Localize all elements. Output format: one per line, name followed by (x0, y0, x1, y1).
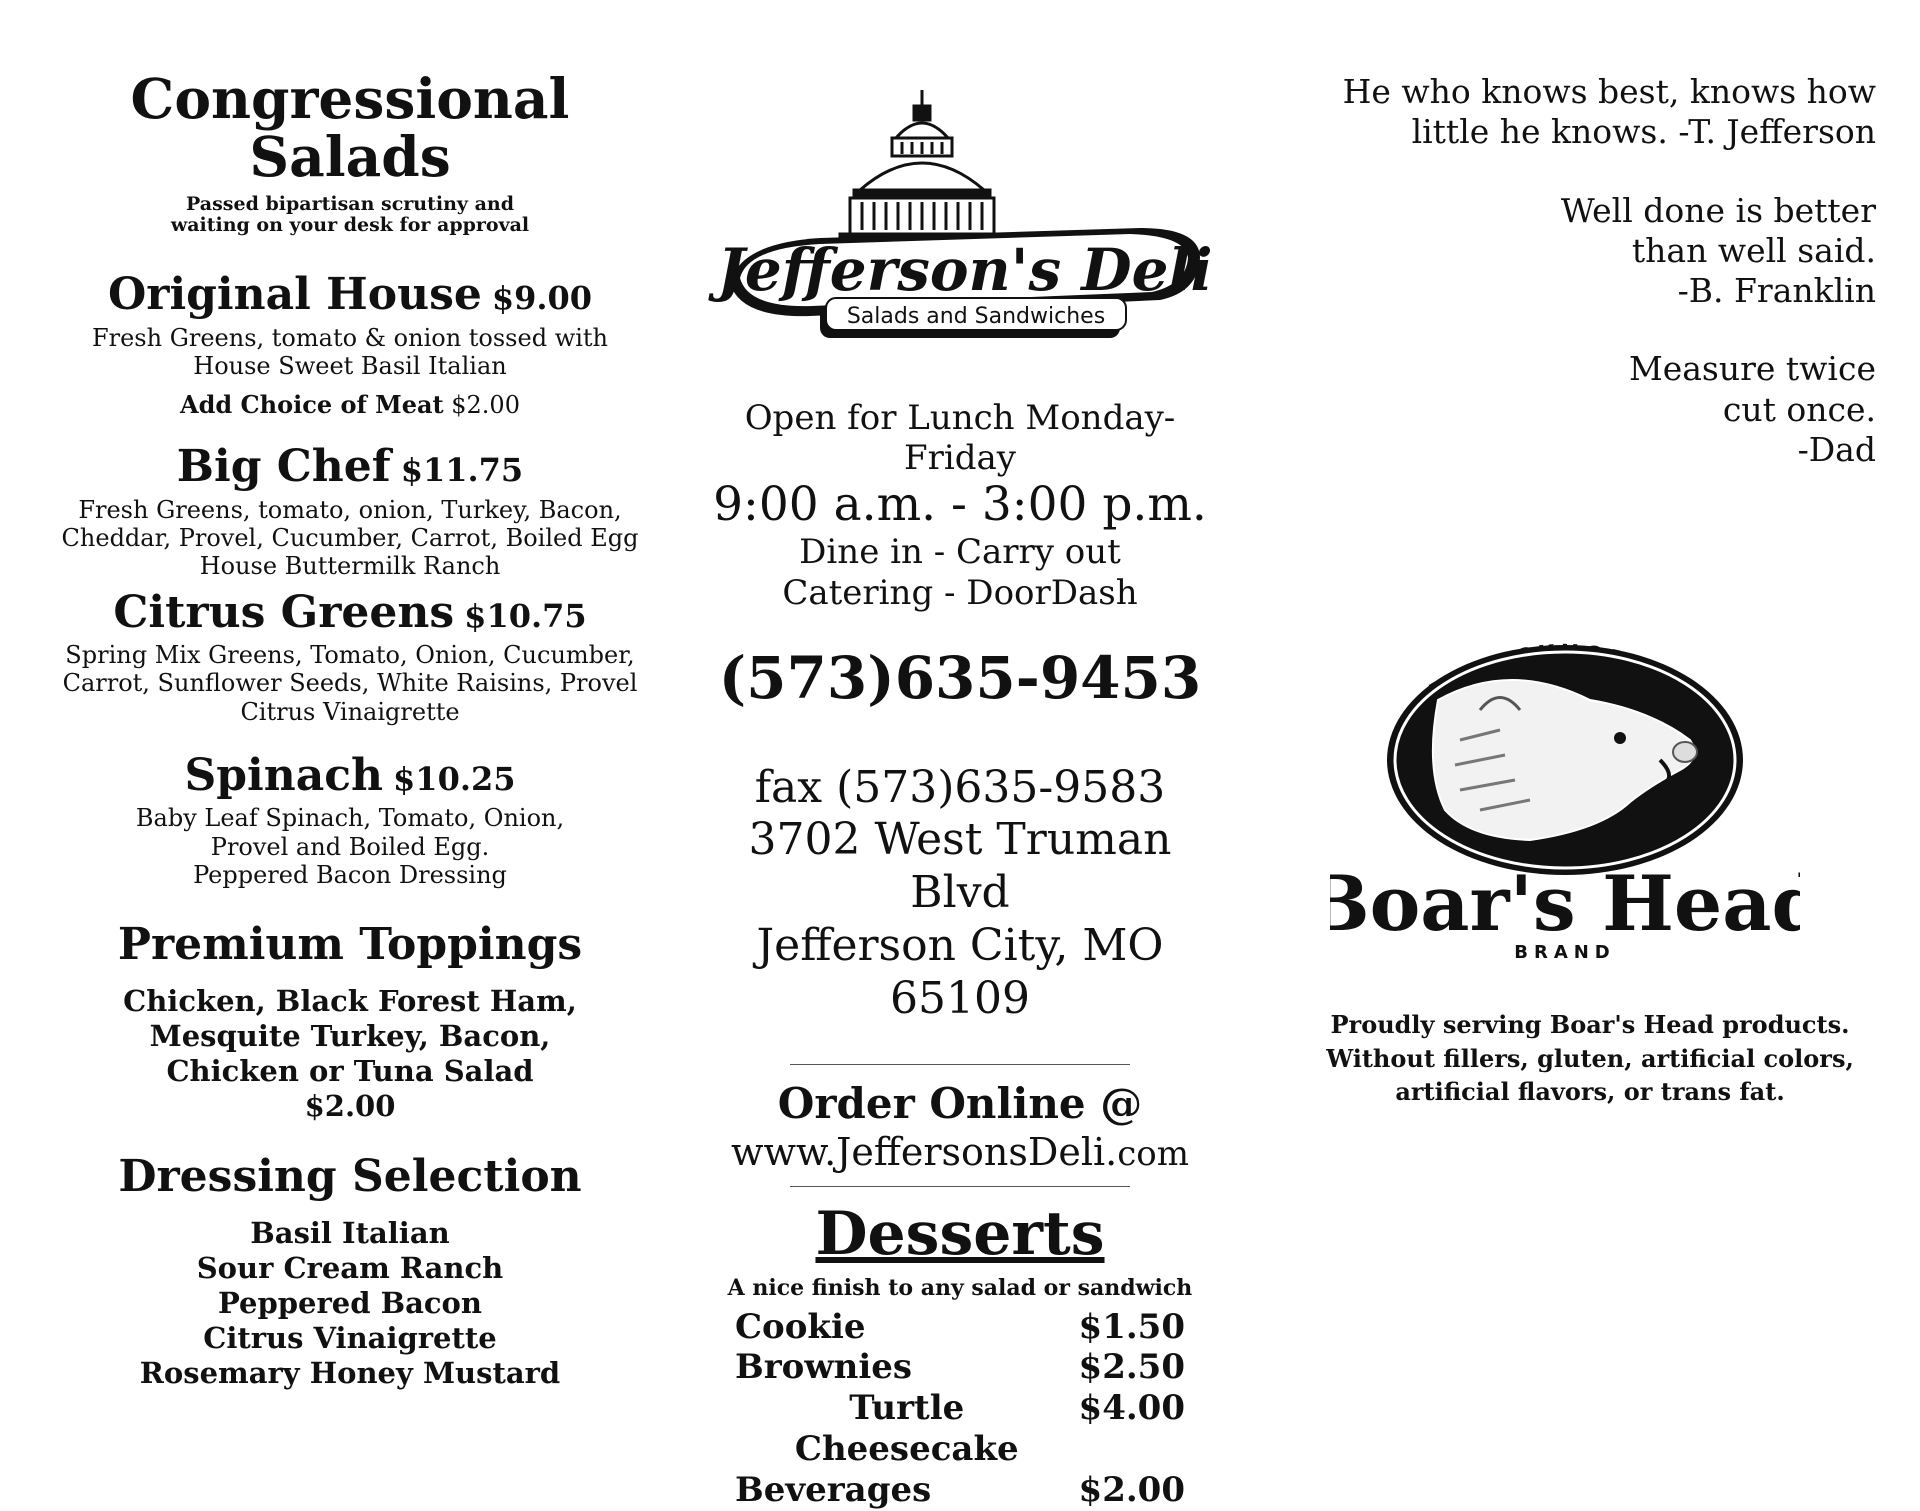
website-link[interactable]: www.JeffersonsDeli.com (731, 1129, 1189, 1174)
salads-title: Congressional Salads (130, 66, 570, 189)
salads-column (60, 0, 640, 1390)
dressing-selection-title: Dressing Selection (118, 1151, 582, 1203)
service-options: Dine in - Carry out (799, 532, 1121, 573)
list-item: Turtle Cheesecake $4.00 (794, 1388, 1185, 1470)
jeffersons-deli-logo (700, 78, 1220, 358)
phone-number[interactable]: (573)635-9453 (718, 643, 1202, 712)
item-description: Baby Leaf Spinach, Tomato, Onion, Provel and Boiled Egg. Peppered Bacon Dressing (135, 804, 565, 889)
item-description: Spring Mix Greens, Tomato, Onion, Cucumber, Carrot, Sunflower Seeds, White Raisins, Provel Citrus Vinaigrette (62, 640, 638, 726)
item-price: $10.75 (464, 596, 587, 635)
desserts-list (735, 1307, 1185, 1511)
hours-label: Open for Lunch Monday-Friday (744, 398, 1176, 478)
item-price: $11.75 (400, 451, 524, 490)
menu-item-big-chef (60, 443, 640, 580)
salads-subtitle: Passed bipartisan scrutiny and waiting on your desk for approval (170, 192, 530, 237)
logo-tagline: Salads and Sandwiches (846, 304, 1106, 329)
boars-head-statement: Proudly serving Boar's Head products. Without fillers, gluten, artificial colors, artificial flavors, or trans fat. (1326, 1010, 1854, 1107)
premium-toppings-list: Chicken, Black Forest Ham, Mesquite Turkey, Bacon, Chicken or Tuna Salad $2.00 (123, 984, 577, 1123)
divider (790, 1186, 1130, 1187)
address-line-2: Jefferson City, MO 65109 (756, 920, 1164, 1024)
boar-icon (1330, 590, 1800, 960)
item-name: Original House (107, 269, 482, 321)
item-name: Spinach (184, 749, 384, 801)
menu-item-citrus-greens (60, 586, 640, 726)
add-meat-option: Add Choice of Meat $2.00 (180, 390, 520, 420)
logo-name: Jefferson's Deli (717, 236, 1213, 304)
menu-item-original-house (60, 271, 640, 419)
quote-dad: Measure twice cut once. -Dad (1628, 349, 1876, 469)
quote-franklin: Well done is better than well said. -B. Franklin (1560, 190, 1876, 310)
desserts-subtitle: A nice finish to any salad or sandwich (727, 1274, 1193, 1301)
hours-time: 9:00 a.m. - 3:00 p.m. (713, 477, 1207, 532)
info-column (700, 0, 1220, 1511)
quote-jefferson: He who knows best, knows how little he knows. -T. Jefferson (1342, 72, 1876, 152)
quotes (1300, 72, 1880, 470)
boar-brand: BRAND (1514, 942, 1616, 960)
item-name: Citrus Greens (113, 586, 455, 638)
divider (790, 1064, 1130, 1065)
item-price: $10.25 (393, 759, 516, 798)
boar-name: Boar's Head (1330, 859, 1800, 948)
item-description: Fresh Greens, tomato & onion tossed with House Sweet Basil Italian (91, 323, 609, 380)
list-item: Beverages $2.00 (735, 1469, 1185, 1510)
boars-head-logo (1330, 590, 1800, 960)
address-line-1: 3702 West Truman Blvd (748, 814, 1172, 919)
item-description: Fresh Greens, tomato, onion, Turkey, Bacon, Cheddar, Provel, Cucumber, Carrot, Boiled Egg House Buttermilk Ranch (61, 495, 639, 581)
item-name: Big Chef (176, 441, 391, 493)
service-options-2: Catering - DoorDash (782, 572, 1138, 613)
list-item: Cookie $1.50 (735, 1306, 1185, 1347)
item-price: $9.00 (491, 279, 593, 318)
desserts-title: Desserts (815, 1198, 1105, 1269)
fax-number: fax (573)635-9583 (754, 761, 1166, 813)
capitol-dome-icon (700, 78, 1220, 358)
list-item: Brownies $2.50 (735, 1347, 1185, 1388)
dressing-list: Basil Italian Sour Cream Ranch Peppered Bacon Citrus Vinaigrette Rosemary Honey Mustard (139, 1216, 561, 1390)
quotes-column (1300, 0, 1880, 1109)
order-online-label: Order Online @ (777, 1078, 1143, 1128)
premium-toppings-title: Premium Toppings (117, 919, 583, 971)
menu-item-spinach (60, 749, 640, 889)
